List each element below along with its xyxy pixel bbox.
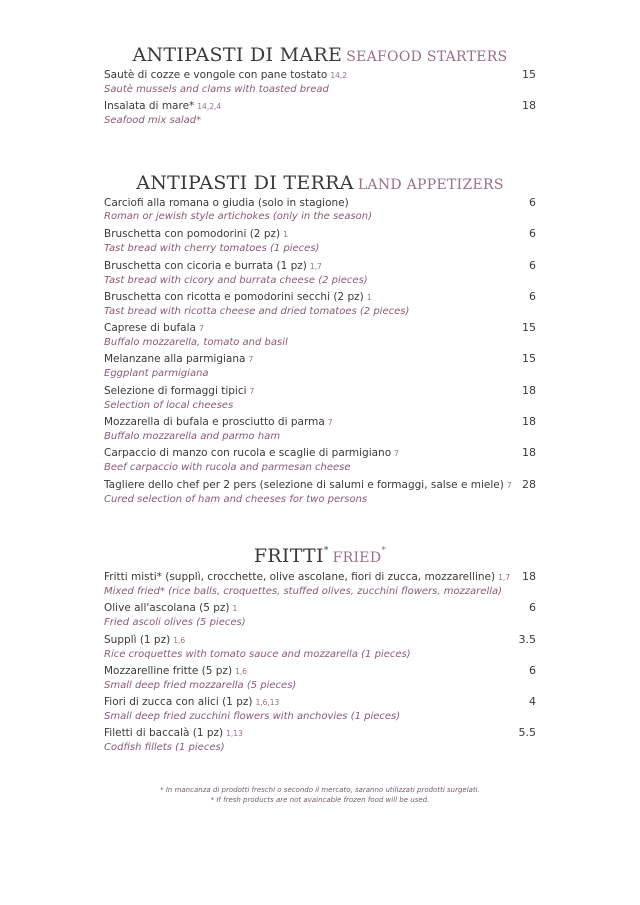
item-price: 18 [522, 99, 536, 113]
allergens: 1,7 [309, 261, 322, 271]
item-price: 15 [522, 321, 536, 335]
item-name-en: Roman or jewish style artichokes (only in the season) [104, 211, 373, 222]
heading-en: SEAFOOD STARTERS [346, 49, 508, 65]
item-name-it: Melanzane alla parmigiana [104, 353, 246, 366]
heading-en: FRIED [332, 550, 382, 566]
allergens: 14,2,4 [197, 102, 222, 112]
footnote-en: * If fresh products are not avaincable frozen food will be used. [210, 796, 430, 804]
allergens: 1,7 [498, 573, 511, 582]
allergens: 7 [198, 324, 204, 334]
section-fried [0, 547, 640, 566]
allergens: 7 [506, 480, 512, 490]
section-heading [0, 46, 640, 65]
item-name-en: Tast bread with ricotta cheese and dried tomatoes (2 pieces) [104, 305, 410, 317]
allergens: 1,6,13 [255, 698, 280, 708]
menu-item [104, 196, 538, 227]
item-name-it: Sautè di cozze e vongole con pane tostato [104, 69, 328, 81]
item-price: 6 [529, 663, 536, 677]
section-land [0, 174, 640, 193]
item-name-en: Tast bread with cherry tomatoes (1 pieces) [104, 243, 320, 255]
item-name-it: Bruschetta con cicoria e burrata (1 pz) [104, 259, 307, 272]
menu-item [104, 415, 538, 446]
item-name-en: Small deep fried mozzarella (5 pieces) [104, 679, 297, 691]
menu-item [104, 601, 538, 632]
allergens: 1 [366, 292, 372, 302]
item-name-en: Buffalo mozzarella, tomato and basil [104, 337, 288, 349]
heading-it: FRITTI [253, 545, 324, 567]
item-name-en: Tast bread with cicory and burrata cheese (2 pieces) [104, 274, 368, 286]
item-price: 6 [529, 289, 536, 303]
menu-item [104, 446, 538, 477]
item-name-en: Rice croquettes with tomato sauce and mozzarella (1 pieces) [104, 648, 411, 660]
item-price: 18 [522, 570, 536, 583]
allergens: 1,13 [226, 729, 243, 739]
menu-item [104, 633, 538, 664]
section-heading [0, 547, 640, 566]
menu-item [104, 570, 538, 601]
item-price: 18 [522, 446, 536, 460]
item-name-it: Bruschetta con ricotta e pomodorini secchi (2 pz) [104, 290, 364, 303]
item-name-it: Selezione di formaggi tipici [104, 384, 247, 397]
fried-list [104, 570, 538, 758]
menu-item [104, 695, 538, 726]
menu-item [104, 726, 538, 757]
item-name-it: Caprese di bufala [104, 322, 196, 335]
allergens: 7 [249, 386, 255, 396]
allergens: 14,2 [330, 71, 348, 80]
item-name-en: Fried ascoli olives (5 pieces) [104, 617, 246, 629]
item-name-it: Mozzarella di bufala e prosciutto di parma [104, 416, 325, 429]
item-price: 15 [522, 352, 536, 366]
item-name-it: Filetti di baccalà (1 pz) [104, 727, 224, 740]
menu-item [104, 68, 538, 99]
item-price: 15 [522, 68, 536, 81]
allergens: 1 [232, 604, 238, 614]
item-price: 4 [529, 695, 536, 709]
item-price: 3.5 [518, 632, 536, 646]
menu-item [104, 321, 538, 352]
item-name-en: Beef carpaccio with rucola and parmesan cheese [104, 462, 351, 474]
item-name-en: Cured selection of ham and cheeses for two persons [104, 493, 368, 505]
item-name-en: Mixed fried* (rice balls, croquettes, stuffed olives, zucchini flowers, mozzarella) [104, 586, 503, 597]
item-price: 28 [522, 477, 536, 491]
asterisk-mark: * [381, 546, 387, 556]
item-price: 6 [529, 196, 536, 209]
heading-it: ANTIPASTI DI MARE [132, 44, 343, 66]
item-name-en: Small deep fried zucchini flowers with anchovies (1 pieces) [104, 711, 401, 723]
menu-item [104, 664, 538, 695]
item-price: 18 [522, 383, 536, 397]
item-price: 18 [522, 415, 536, 429]
menu-item [104, 352, 538, 383]
menu-item [104, 99, 538, 130]
item-name-it: Olive all'ascolana (5 pz) [104, 602, 230, 615]
item-name-en: Sautè mussels and clams with toasted bread [104, 84, 329, 95]
item-name-it: Fiori di zucca con alici (1 pz) [104, 696, 253, 709]
item-name-it: Bruschetta con pomodorini (2 pz) [104, 228, 281, 241]
item-name-it: Insalata di mare* [104, 100, 195, 113]
allergens: 1,6 [235, 666, 247, 676]
item-name-en: Buffalo mozzarella and parmo ham [104, 431, 281, 443]
item-price: 6 [529, 258, 536, 272]
section-seafood [0, 46, 640, 65]
item-name-en: Seafood mix salad* [104, 115, 202, 127]
item-name-it: Carpaccio di manzo con rucola e scaglie di parmigiano [104, 447, 392, 460]
item-price: 6 [529, 227, 536, 241]
item-name-en: Codfish fillets (1 pieces) [104, 742, 225, 754]
allergens: 1,6 [173, 635, 186, 645]
item-name-en: Selection of local cheeses [104, 399, 234, 411]
footnote [0, 785, 640, 805]
allergens: 1 [283, 230, 288, 240]
allergens: 7 [327, 418, 333, 428]
heading-en: LAND APPETIZERS [357, 177, 504, 193]
item-name-it: Fritti misti* (supplì, crocchette, olive ascolane, fiori di zucca, mozzarelline) [104, 571, 496, 583]
menu-item [104, 384, 538, 415]
heading-it: ANTIPASTI DI TERRA [136, 172, 354, 194]
item-name-en: Eggplant parmigiana [104, 368, 209, 380]
allergens: 7 [248, 355, 254, 365]
item-price: 5.5 [518, 726, 536, 740]
item-name-it: Tagliere dello chef per 2 pers (selezione di salumi e formaggi, salse e miele) [104, 478, 504, 491]
menu-item [104, 290, 538, 321]
section-heading [0, 174, 640, 193]
land-list [104, 196, 538, 509]
item-name-it: Supplì (1 pz) [104, 633, 171, 646]
asterisk-mark: * [323, 546, 329, 556]
footnote-it: * In mancanza di prodotti freschi o secondo il mercato, saranno utilizzati prodotti surgelati. [160, 786, 480, 794]
allergens: 7 [394, 449, 399, 459]
menu-item [104, 227, 538, 258]
item-name-it: Carciofi alla romana o giudia (solo in stagione) [104, 197, 349, 209]
item-price: 6 [529, 601, 536, 615]
menu-item [104, 478, 538, 509]
seafood-list [104, 68, 538, 131]
menu-item [104, 259, 538, 290]
item-name-it: Mozzarelline fritte (5 pz) [104, 664, 233, 677]
